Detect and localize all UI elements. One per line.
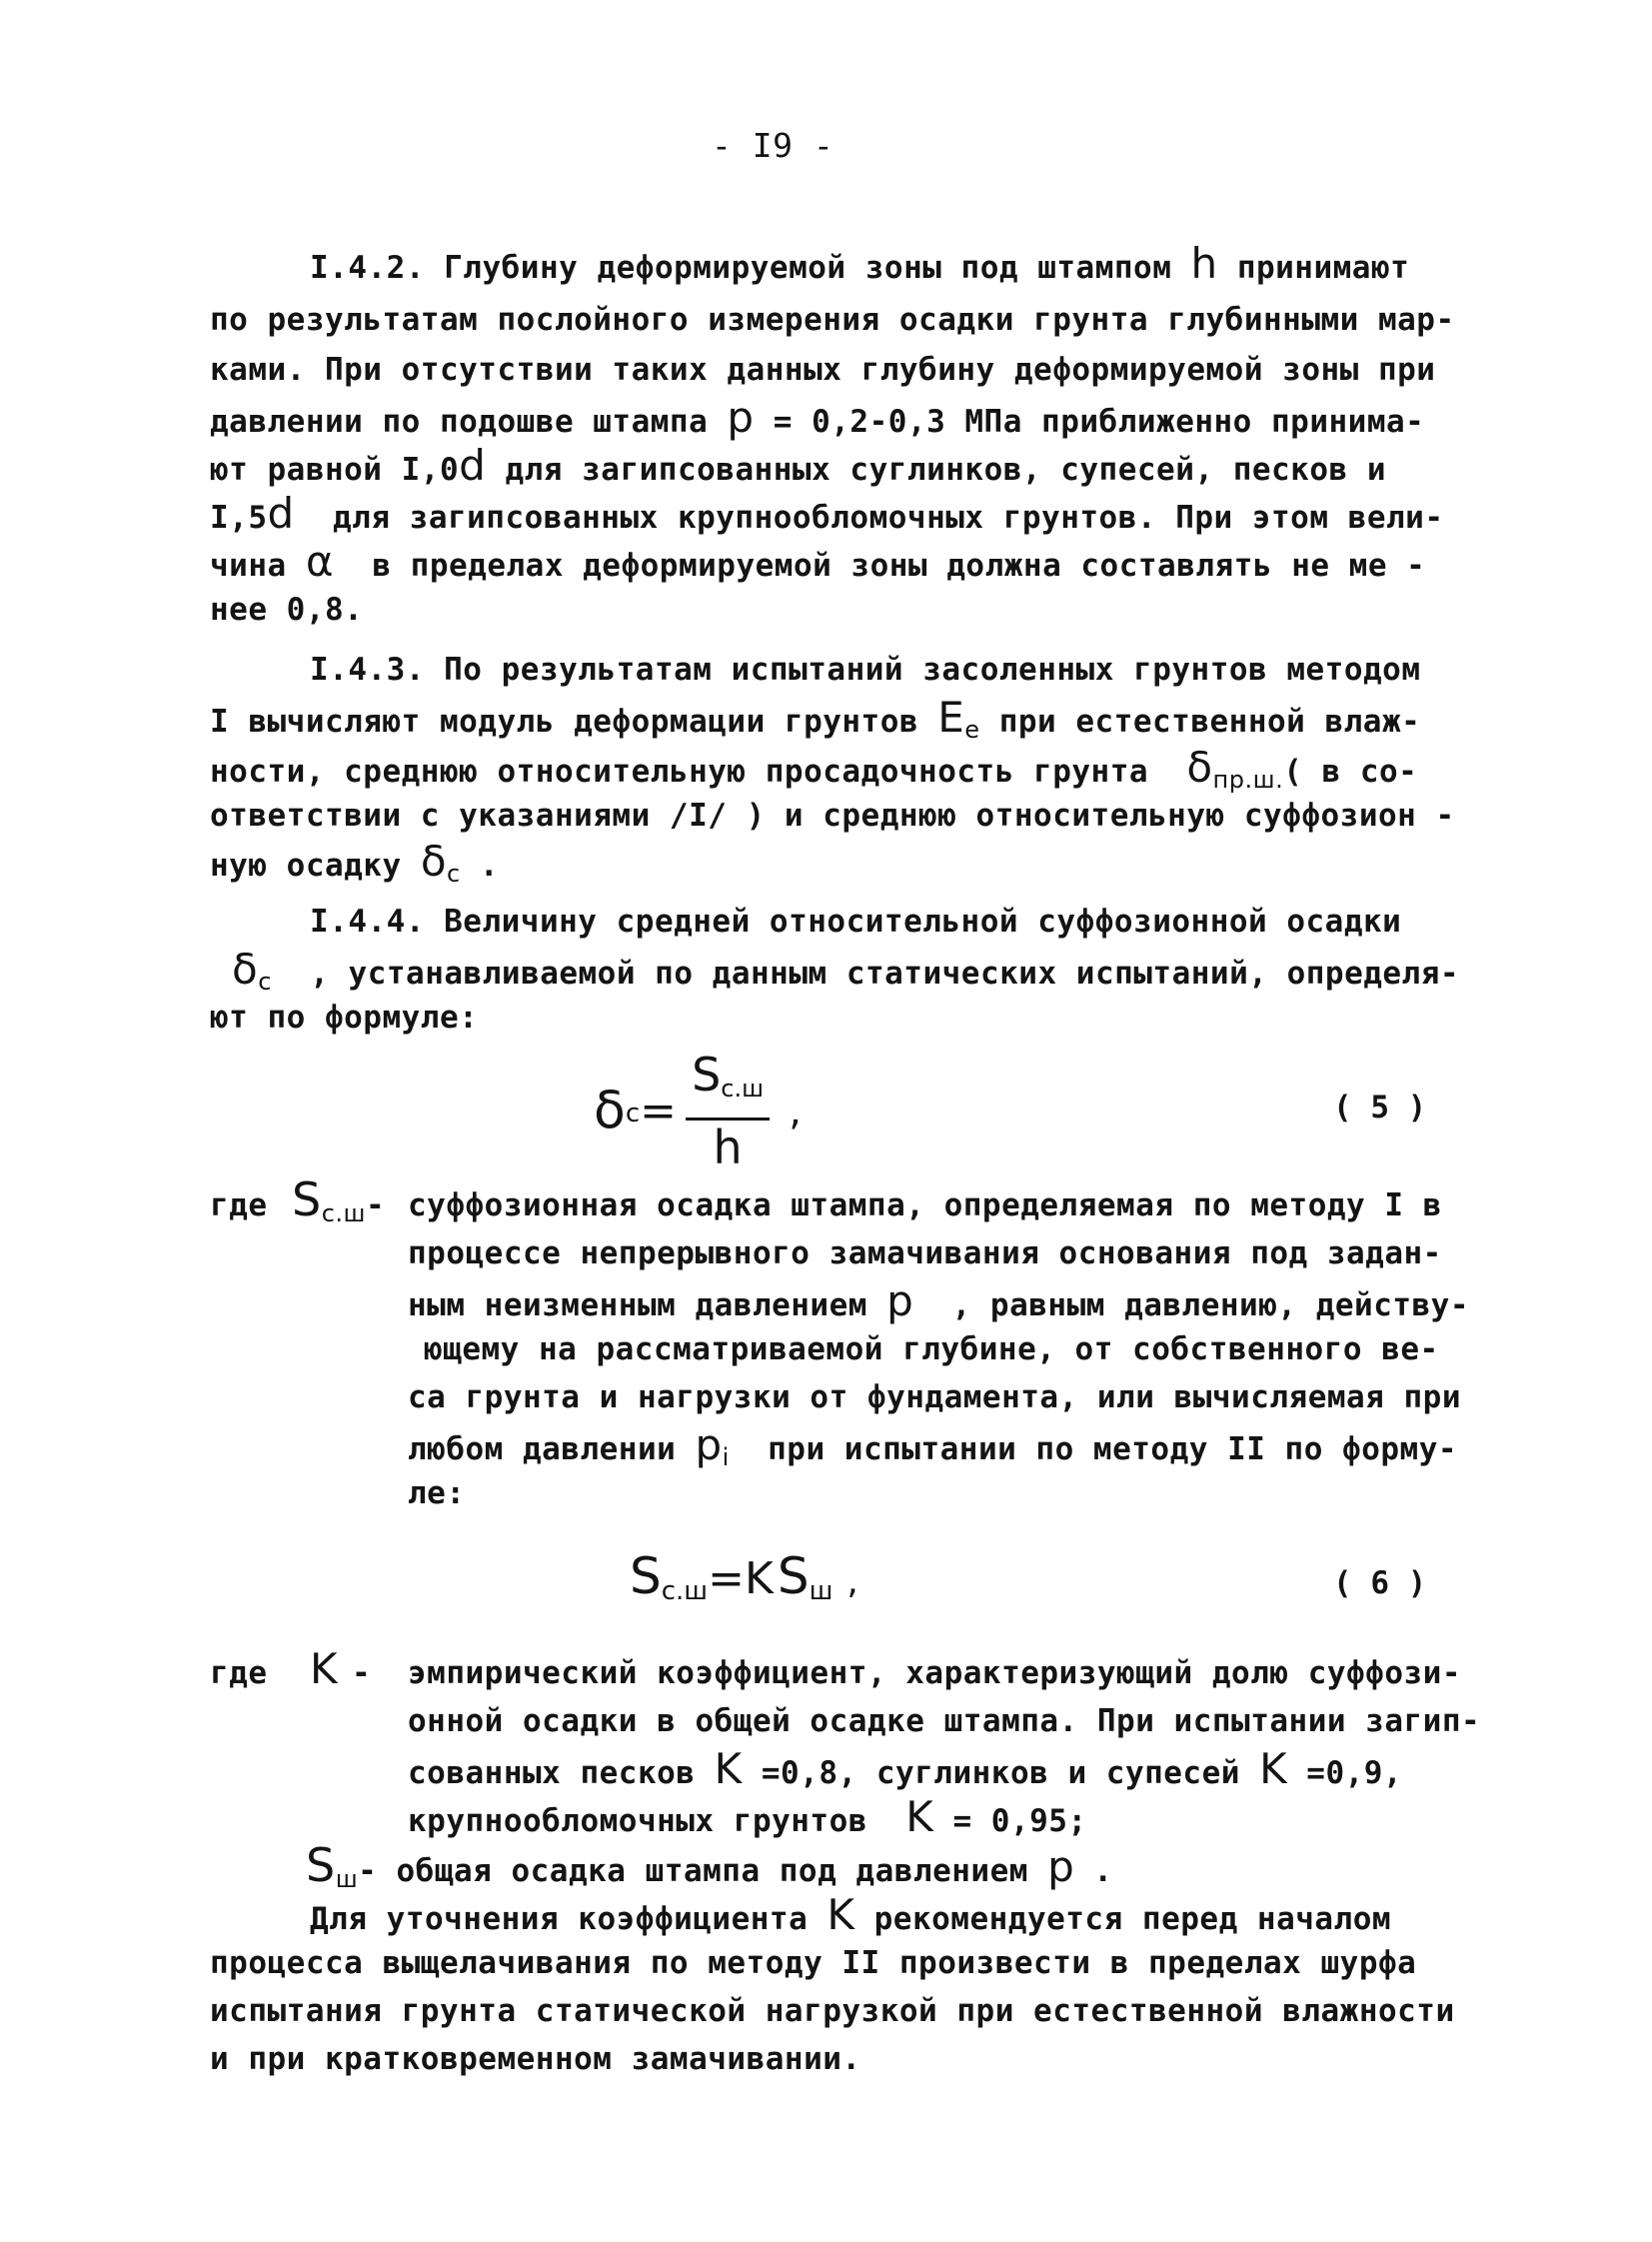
- para-142-line-5: ют равной I,0d для загипсованных суглинков, супесей, песков и: [210, 441, 1387, 490]
- where-2-line-2: онной осадки в общей осадке штампа. При испытании загип-: [408, 1703, 1481, 1739]
- final-line-1: Для уточнения коэффициента K рекомендуется перед началом: [310, 1890, 1392, 1939]
- para-142-line-6: I,5d для загипсованных крупнообломочных грунтов. При этом вели-: [210, 489, 1444, 538]
- formula-6: Sc.ш=KSш ,: [630, 1547, 858, 1606]
- where-2-line-3: сованных песков K =0,8, суглинков и супесей K =0,9,: [408, 1744, 1403, 1793]
- para-142-line-2: по результатам послойного измерения осадки грунта глубинными мар-: [210, 302, 1455, 338]
- para-142-line-4: давлении по подошве штампа p = 0,2-0,3 МПа приближенно принима-: [210, 393, 1425, 442]
- page-number: - I9 -: [712, 126, 834, 165]
- where-1-line-3: ным неизменным давлением p , равным давлению, действу-: [408, 1276, 1470, 1325]
- formula-5-number: ( 5 ): [1333, 1090, 1427, 1125]
- final-line-4: и при кратковременном замачивании.: [210, 2041, 861, 2077]
- para-142-line-7: чина α в пределах деформируемой зоны должна составлять не ме -: [210, 537, 1426, 586]
- where-2-lead: где: [210, 1655, 268, 1691]
- para-143-line-4: ответствии с указаниями /I/ ) и среднюю относительную суффозион -: [210, 798, 1455, 834]
- formula-6-number: ( 6 ): [1333, 1565, 1427, 1601]
- formula-5-fraction: $\frac{S_{c.ш}}{h}$: [686, 1048, 770, 1174]
- where-1-line-7: ле:: [408, 1475, 466, 1511]
- where-2-line-4: крупнообломочных грунтов K = 0,95;: [408, 1792, 1087, 1841]
- where-1-symbol: $S_{c.ш}-$: [292, 1172, 386, 1227]
- final-line-2: процесса выщелачивания по методу II произвести в пределах шурфа: [210, 1945, 1417, 1981]
- para-144-line-3: ют по формуле:: [210, 1000, 479, 1036]
- para-144-line-2: $\delta_c$ , устанавливаемой по данным статических испытаний, определя-: [232, 945, 1460, 996]
- para-144-line-1: I.4.4. Величину средней относительной суффозионной осадки: [310, 904, 1402, 940]
- para-142-line-8: нее 0,8.: [210, 592, 364, 628]
- where-1-line-4: ющему на рассматриваемой глубине, от собственного ве-: [424, 1331, 1439, 1367]
- where-2-s-line: $S_ш-$ общая осадка штампа под давлением p .: [306, 1838, 1113, 1893]
- para-143-line-2: I вычисляют модуль деформации грунтов $E_e$ при естественной влаж-: [210, 693, 1421, 744]
- where-1-lead: где: [210, 1187, 268, 1223]
- where-1-line-2: процессе непрерывного замачивания основания под задан-: [408, 1235, 1442, 1271]
- para-143-line-1: I.4.3. По результатам испытаний засоленных грунтов методом: [310, 652, 1421, 688]
- where-1-line-6: любом давлении $p_i$ при испытании по методу II по форму-: [408, 1420, 1458, 1471]
- formula-5: δc= $\frac{S_{c.ш}}{h}$ ,: [594, 1048, 802, 1174]
- para-142-line-3: ками. При отсутствии таких данных глубину деформируемой зоны при: [210, 352, 1436, 388]
- final-line-3: испытания грунта статической нагрузкой при естественной влажности: [210, 1993, 1455, 2029]
- para-142-line-1: I.4.2. Глубину деформируемой зоны под штампом h принимают: [310, 239, 1410, 288]
- where-2-line-1: эмпирический коэффициент, характеризующий долю суффози-: [408, 1655, 1461, 1691]
- para-143-line-3: ности, среднюю относительную просадочность грунта $\delta_{пр.ш.}$( в со-: [210, 743, 1418, 794]
- where-1-line-5: са грунта и нагрузки от фундамента, или вычисляемая при: [408, 1379, 1461, 1415]
- para-143-line-5: ную осадку $\delta_c$ .: [210, 837, 500, 888]
- where-1-line-1: суффозионная осадка штампа, определяемая по методу I в: [408, 1187, 1442, 1223]
- where-2-symbol: K -: [310, 1644, 372, 1693]
